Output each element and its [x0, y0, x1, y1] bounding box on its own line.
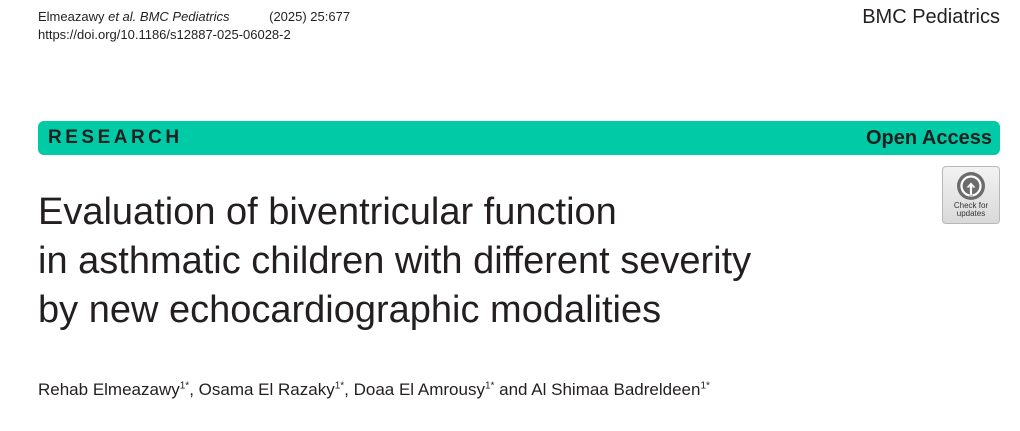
author-name[interactable]: Rehab Elmeazawy	[38, 380, 180, 399]
open-access-label: Open Access	[866, 126, 992, 149]
author-affiliation: 1*	[334, 380, 345, 392]
author-affiliation: 1*	[700, 380, 710, 392]
doi-link[interactable]: https://doi.org/10.1186/s12887-025-06028-2	[38, 27, 291, 42]
header-et-al: et al.	[108, 9, 137, 24]
author-separator: ,	[344, 380, 354, 399]
article-header-info	[38, 8, 350, 44]
article-type-label: RESEARCH	[48, 127, 183, 148]
check-for-updates-text: Check for updates	[953, 201, 989, 218]
author-affiliation: 1*	[484, 380, 495, 392]
author-name[interactable]: Osama El Razaky	[198, 380, 335, 399]
author-affiliation: 1*	[179, 380, 190, 392]
article-title	[38, 188, 918, 335]
journal-name: BMC Pediatrics	[862, 6, 1000, 28]
author-separator: and	[494, 380, 532, 399]
check-for-updates-button[interactable]	[942, 166, 1000, 224]
header-author: Elmeazawy	[38, 9, 105, 24]
header-citation: (2025) 25:677	[269, 9, 351, 24]
title-line: in asthmatic children with different severity	[38, 240, 752, 282]
author-separator: ,	[189, 380, 199, 399]
title-line: Evaluation of biventricular function	[38, 191, 617, 233]
header-journal: BMC Pediatrics	[139, 9, 230, 24]
author-name[interactable]: Doaa El Amrousy	[353, 380, 485, 399]
author-list	[38, 380, 710, 400]
check-for-updates-icon	[956, 171, 986, 201]
title-line: by new echocardiographic modalities	[38, 289, 662, 331]
article-type-banner	[38, 121, 1000, 155]
author-name[interactable]: Al Shimaa Badreldeen	[531, 380, 701, 399]
citation-line	[38, 8, 350, 26]
